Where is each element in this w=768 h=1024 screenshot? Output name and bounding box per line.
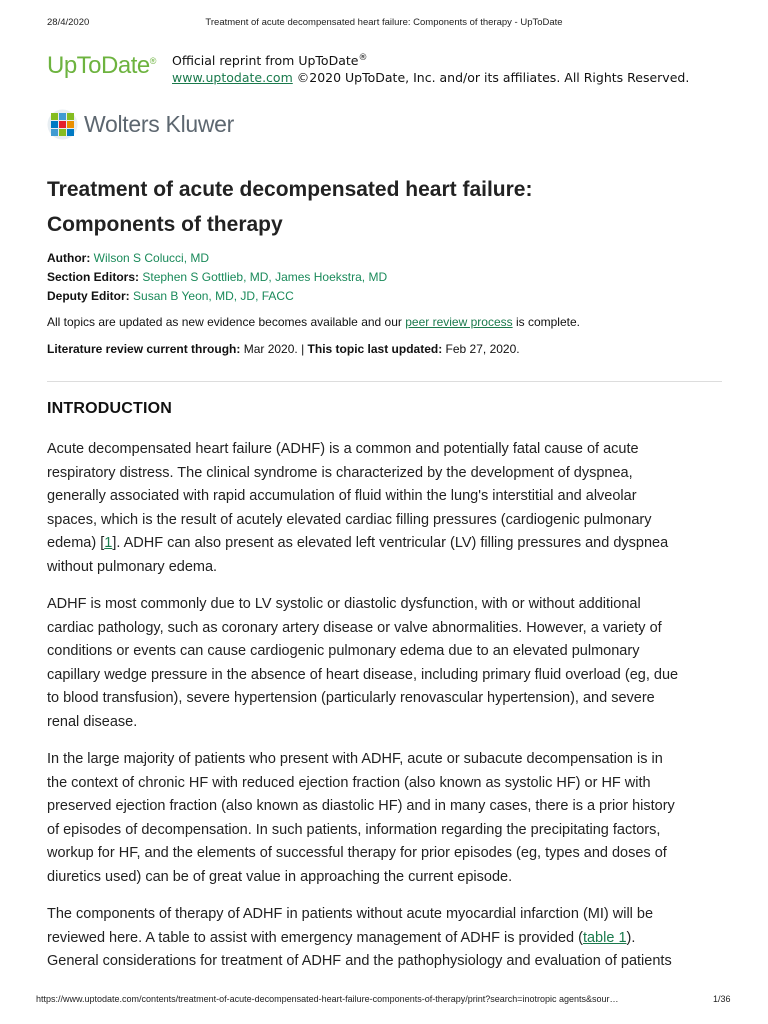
registered-mark: ® — [358, 53, 368, 63]
text-fragment: ). — [626, 929, 636, 946]
lit-review-label: Literature review current through: — [47, 342, 241, 356]
text-line: ADHF is most commonly due to LV systolic or diastolic dysfunction, with or without additional — [47, 596, 641, 612]
article-title-line-1: Treatment of acute decompensated heart failure: — [47, 178, 533, 201]
text-line: The components of therapy of ADHF in patients without acute myocardial infarction (MI) will be — [47, 906, 654, 922]
uptodate-logo-text: UpToDate — [47, 52, 150, 79]
intro-paragraph-4 — [47, 903, 737, 974]
peer-review-link[interactable]: peer review process — [405, 315, 513, 329]
text-line: cardiac pathology, such as coronary artery disease or valve abnormalities. However, a variety of — [47, 619, 662, 636]
deputy-editor-row — [47, 289, 294, 303]
text-line: workup for HF, and the elements of successful therapy for prior episodes (eg, types and doses of — [47, 845, 667, 862]
uptodate-logo[interactable] — [47, 52, 156, 80]
last-updated-value: Feb 27, 2020. — [442, 342, 520, 356]
text-line — [47, 532, 737, 556]
table-1-link[interactable]: table 1 — [582, 929, 627, 946]
author-row — [47, 251, 209, 265]
text-line: of episodes of decompensation. In such patients, information regarding the precipitating factors, — [47, 821, 661, 838]
intro-paragraph-1 — [47, 438, 737, 580]
text-line: capillary wedge pressure in the absence of heart disease, including primary fluid overload (eg, due — [47, 666, 679, 683]
article-title — [47, 172, 727, 242]
author-link[interactable]: Wilson S Colucci, MD — [93, 251, 210, 265]
text-line: In the large majority of patients who present with ADHF, acute or subacute decompensation is in — [47, 751, 663, 767]
text-line: generally associated with rapid accumulation of fluid within the lung's interstitial and alveolar — [47, 488, 637, 505]
text-line: the context of chronic HF with reduced ejection fraction (also known as systolic HF) or HF with — [47, 774, 651, 791]
brand-row — [47, 50, 737, 86]
section-editors-label: Section Editors: — [47, 270, 140, 284]
text-fragment: ]. ADHF can also present as elevated left ventricular (LV) filling pressures and dyspnea — [112, 535, 669, 552]
wolters-kluwer-logo-icon — [47, 109, 78, 140]
text-fragment: edema) [ — [47, 535, 105, 552]
lit-review-value: Mar 2020. | — [240, 342, 308, 356]
print-date: 28/4/2020 — [47, 17, 90, 28]
uptodate-logo-mark: ® — [149, 56, 156, 66]
author-label: Author: — [47, 251, 91, 265]
reference-link-1[interactable]: 1 — [104, 535, 113, 552]
print-page-title: Treatment of acute decompensated heart failure: Components of therapy - UpToDate — [205, 17, 563, 28]
text-line: without pulmonary edema. — [47, 558, 218, 575]
text-line: respiratory distress. The clinical syndrome is characterized by the development of dyspnea, — [47, 464, 633, 481]
text-line: preserved ejection fraction (also known as diastolic HF) and in many cases, there is a prior history — [47, 798, 675, 815]
reprint-line: Official reprint from UpToDate — [172, 53, 359, 69]
section-editors-row — [47, 270, 387, 284]
text-line: diuretics used) can be of great value in approaching the current episode. — [47, 868, 513, 885]
deputy-editor-label: Deputy Editor: — [47, 289, 130, 303]
text-line: to blood transfusion), severe hypertension (particularly renovascular hypertension), and severe — [47, 690, 655, 707]
publisher-name: Wolters Kluwer — [84, 111, 235, 137]
reprint-notice — [172, 50, 689, 86]
text-line — [47, 927, 737, 951]
update-notice — [47, 315, 580, 329]
text-line: Acute decompensated heart failure (ADHF) is a common and potentially fatal cause of acute — [47, 441, 639, 457]
notice-text-post: is complete. — [512, 315, 580, 329]
intro-paragraph-3 — [47, 748, 737, 890]
text-line: spaces, which is the result of acutely elevated cardiac filling pressures (cardiogenic pulmonary — [47, 511, 652, 528]
uptodate-site-link[interactable]: www.uptodate.com — [172, 70, 293, 86]
section-editors-link[interactable]: Stephen S Gottlieb, MD, James Hoekstra, MD — [142, 270, 388, 284]
intro-paragraph-2 — [47, 593, 737, 735]
text-fragment: reviewed here. A table to assist with emergency management of ADHF is provided ( — [47, 929, 583, 946]
section-heading-introduction: INTRODUCTION — [47, 400, 173, 417]
text-line: General considerations for treatment of ADHF and the pathophysiology and evaluation of patients — [47, 953, 672, 970]
page-number: 1/36 — [713, 994, 731, 1004]
literature-review-line — [47, 342, 520, 356]
last-updated-label: This topic last updated: — [307, 342, 443, 356]
article-title-line-2: Components of therapy — [47, 213, 283, 236]
print-header — [0, 17, 768, 31]
print-url: https://www.uptodate.com/contents/treatment-of-acute-decompensated-heart-failure-components-of-therapy/print?search=inotropic agents&sour… — [36, 994, 619, 1004]
divider — [47, 381, 722, 382]
text-line: conditions or events can cause cardiogenic pulmonary edema due to an elevated pulmonary — [47, 643, 640, 660]
copyright-text: ©2020 UpToDate, Inc. and/or its affiliates. All Rights Reserved. — [292, 70, 690, 86]
text-line: renal disease. — [47, 713, 138, 730]
deputy-editor-link[interactable]: Susan B Yeon, MD, JD, FACC — [133, 289, 294, 303]
notice-text-pre: All topics are updated as new evidence becomes available and our — [47, 315, 406, 329]
